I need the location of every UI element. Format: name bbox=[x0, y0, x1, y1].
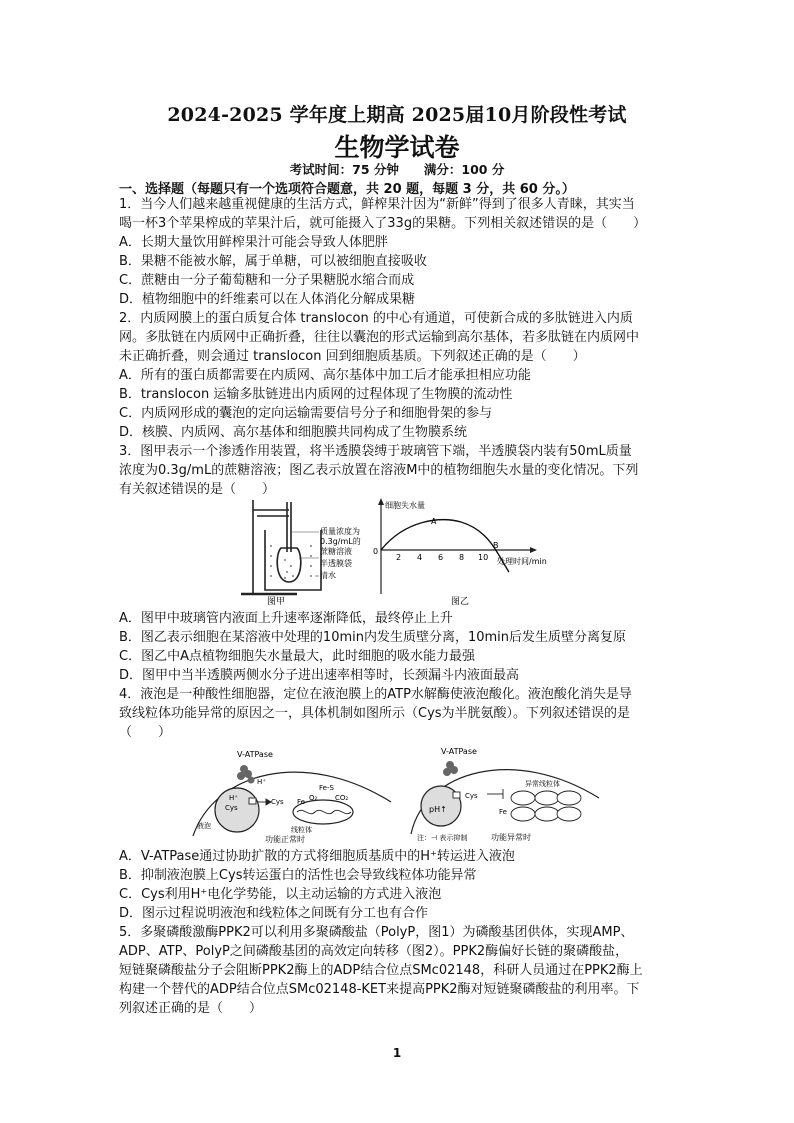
vatpase-label-left: V-ATPase bbox=[237, 750, 273, 759]
sugar-label-2: 0.3g/mL的 bbox=[320, 537, 361, 546]
q2-stem-3: 未正确折叠，则会通过 translocon 回到细胞质基质。下列叙述正确的是（ ） bbox=[119, 349, 586, 364]
point-a-label: A bbox=[431, 517, 437, 526]
co2-label: CO₂ bbox=[335, 794, 349, 802]
vatpase-label-right: V-ATPase bbox=[441, 747, 477, 756]
osmosis-apparatus bbox=[241, 500, 321, 594]
q1-option-d: D．植物细胞中的纤维素可以在人体消化分解成果糖 bbox=[119, 292, 416, 307]
q1-option-a: A．长期大量饮用鲜榨果汁可能会导致人体肥胖 bbox=[119, 235, 388, 250]
q3-stem-1: 3．图甲表示一个渗透作用装置，将半透膜袋缚于玻璃管下端，半透膜袋内装有50mL质量 bbox=[119, 444, 632, 459]
exam-title: 2024-2025 学年度上期高 2025届10月阶段性考试 bbox=[167, 104, 627, 126]
water-loss-graph bbox=[373, 498, 547, 607]
fes-label: Fe-S bbox=[319, 784, 334, 792]
cys-label-inner: Cys bbox=[225, 804, 238, 812]
q3-stem-3: 有关叙述错误的是（ ） bbox=[119, 482, 276, 497]
inhibit-note: 注：⊣ 表示抑制 bbox=[417, 834, 468, 842]
v-atpase-icon-right bbox=[443, 761, 458, 776]
q4-stem-2: 致线粒体功能异常的原因之一，具体机制如图所示（Cys为半胱氨酸）。下列叙述错误的是 bbox=[119, 706, 631, 721]
q4-option-a: A．V-ATPase通过协助扩散的方式将细胞质基质中的H⁺转运进入液泡 bbox=[119, 849, 515, 864]
exam-meta: 考试时间：75 分钟 满分：100 分 bbox=[289, 162, 505, 177]
sugar-label-3: 蔗糖溶液 bbox=[320, 547, 352, 556]
q5-stem-5: 列叙述正确的是（ ） bbox=[119, 1001, 263, 1016]
fe-label-right: Fe bbox=[499, 808, 507, 816]
mito-label: 线粒体 bbox=[291, 826, 312, 834]
q3-figure bbox=[235, 496, 615, 608]
q3-option-b: B．图乙表示细胞在某溶液中处理的10min内发生质壁分离，10min后发生质壁分离复原 bbox=[119, 630, 627, 645]
figure-a-label: 图甲 bbox=[267, 597, 286, 607]
cys-label-outer: Cys bbox=[271, 798, 284, 806]
ph-label: pH↑ bbox=[429, 805, 447, 814]
q2-stem-1: 2．内质网膜上的蛋白质复合体 translocon 的中心有通道，可使新合成的多肽链进入内质 bbox=[119, 311, 633, 326]
q3-option-a: A．图甲中玻璃管内液面上升速率逐渐降低，最终停止上升 bbox=[119, 611, 453, 626]
q5-stem-2: ADP、ATP、PolyP之间磷酸基团的高效定向转移（图2）。PPK2酶偏好长链的聚磷酸盐， bbox=[119, 944, 629, 959]
tick-6: 6 bbox=[438, 553, 444, 562]
q2-stem-2: 网。多肽链在内质网中正确折叠，往往以囊泡的形式运输到高尔基体，若多肽链在内质网中 bbox=[119, 330, 640, 345]
q1-stem-1: 1．当今人们越来越重视健康的生活方式，鲜榨果汁因为“新鲜”得到了很多人青睐，其实当 bbox=[119, 197, 635, 212]
x-axis-label: 处理时间/min bbox=[497, 557, 547, 566]
q4-option-d: D．图示过程说明液泡和线粒体之间既有分工也有合作 bbox=[119, 906, 429, 921]
q2-option-a: A．所有的蛋白质都需要在内质网、高尔基体中加工后才能承担相应功能 bbox=[119, 368, 531, 383]
normal-caption: 功能正常时 bbox=[265, 835, 305, 844]
q1-option-c: C．蔗糖由一分子葡萄糖和一分子果糖脱水缩合而成 bbox=[119, 273, 415, 288]
q3-stem-2: 浓度为0.3g/mL的蔗糖溶液；图乙表示放置在溶液M中的植物细胞失水量的变化情况。下列 bbox=[119, 463, 639, 478]
membrane-label: 半透膜袋 bbox=[320, 559, 352, 568]
tick-10: 10 bbox=[478, 553, 489, 562]
q2-option-b: B．translocon 运输多肽链进出内质网的过程体现了生物膜的流动性 bbox=[119, 387, 513, 402]
abnormal-mito-icon bbox=[511, 791, 581, 821]
q4-stem-3: （ ） bbox=[119, 725, 172, 740]
exam-subject: 生物学试卷 bbox=[334, 133, 460, 162]
cys-label-right: Cys bbox=[465, 792, 478, 800]
figure-b-label: 图乙 bbox=[451, 597, 470, 607]
page-number: 1 bbox=[392, 1046, 402, 1060]
q5-stem-1: 5．多聚磷酸激酶PPK2可以利用多聚磷酸盐（PolyP，图1）为磷酸基团供体，实现AMP、 bbox=[119, 925, 634, 940]
q5-stem-3: 短链聚磷酸盐分子会阻断PPK2酶上的ADP结合位点SMc02148，科研人员通过在PPK2酶上 bbox=[119, 963, 643, 978]
q4-option-b: B．抑制液泡膜上Cys转运蛋白的活性也会导致线粒体功能异常 bbox=[119, 868, 477, 883]
sugar-label-1: 质量浓度为 bbox=[320, 527, 360, 536]
fe-label-left: Fe bbox=[297, 798, 305, 806]
hplus-label-inner: H⁺ bbox=[229, 794, 238, 802]
q2-option-c: C．内质网形成的囊泡的定向运输需要信号分子和细胞骨架的参与 bbox=[119, 406, 493, 421]
vacuole-label: 液泡 bbox=[197, 822, 211, 830]
water-label: 清水 bbox=[320, 571, 336, 580]
q4-figure bbox=[185, 742, 605, 846]
q3-option-c: C．图乙中A点植物细胞失水量最大，此时细胞的吸水能力最强 bbox=[119, 649, 475, 664]
y-axis-label: 细胞失水量 bbox=[385, 501, 425, 510]
hplus-label-outer: H⁺ bbox=[257, 778, 266, 786]
q5-stem-4: 构建一个替代的ADP结合位点SMc02148-KET来提高PPK2酶对短链聚磷酸盐的利用率。下 bbox=[119, 982, 640, 997]
abnormal-caption: 功能异常时 bbox=[491, 833, 531, 842]
q4-stem-1: 4．液泡是一种酸性细胞器，定位在液泡膜上的ATP水解酶使液泡酸化。液泡酸化消失是导 bbox=[119, 687, 632, 702]
origin-label: 0 bbox=[373, 547, 379, 556]
abnormal-mito-label: 异常线粒体 bbox=[525, 780, 560, 788]
q2-option-d: D．核膜、内质网、高尔基体和细胞膜共同构成了生物膜系统 bbox=[119, 425, 468, 440]
tick-8: 8 bbox=[459, 553, 465, 562]
q3-option-d: D．图甲中当半透膜两侧水分子进出速率相等时，长颈漏斗内液面最高 bbox=[119, 668, 520, 683]
tick-4: 4 bbox=[417, 553, 423, 562]
o2-label: O₂ bbox=[309, 794, 318, 802]
q1-option-b: B．果糖不能被水解，属于单糖，可以被细胞直接吸收 bbox=[119, 254, 427, 269]
v-atpase-icon-left bbox=[237, 765, 255, 784]
point-b-label: B bbox=[493, 541, 499, 550]
q4-option-c: C．Cys利用H⁺电化学势能，以主动运输的方式进入液泡 bbox=[119, 887, 442, 902]
tick-2: 2 bbox=[396, 553, 402, 562]
q1-stem-2: 喝一杯3个苹果榨成的苹果汁后，就可能摄入了33g的果糖。下列相关叙述错误的是（ ） bbox=[119, 216, 647, 231]
section-heading: 一、选择题（每题只有一个选项符合题意，共 20 题，每题 3 分，共 60 分。） bbox=[119, 182, 575, 197]
